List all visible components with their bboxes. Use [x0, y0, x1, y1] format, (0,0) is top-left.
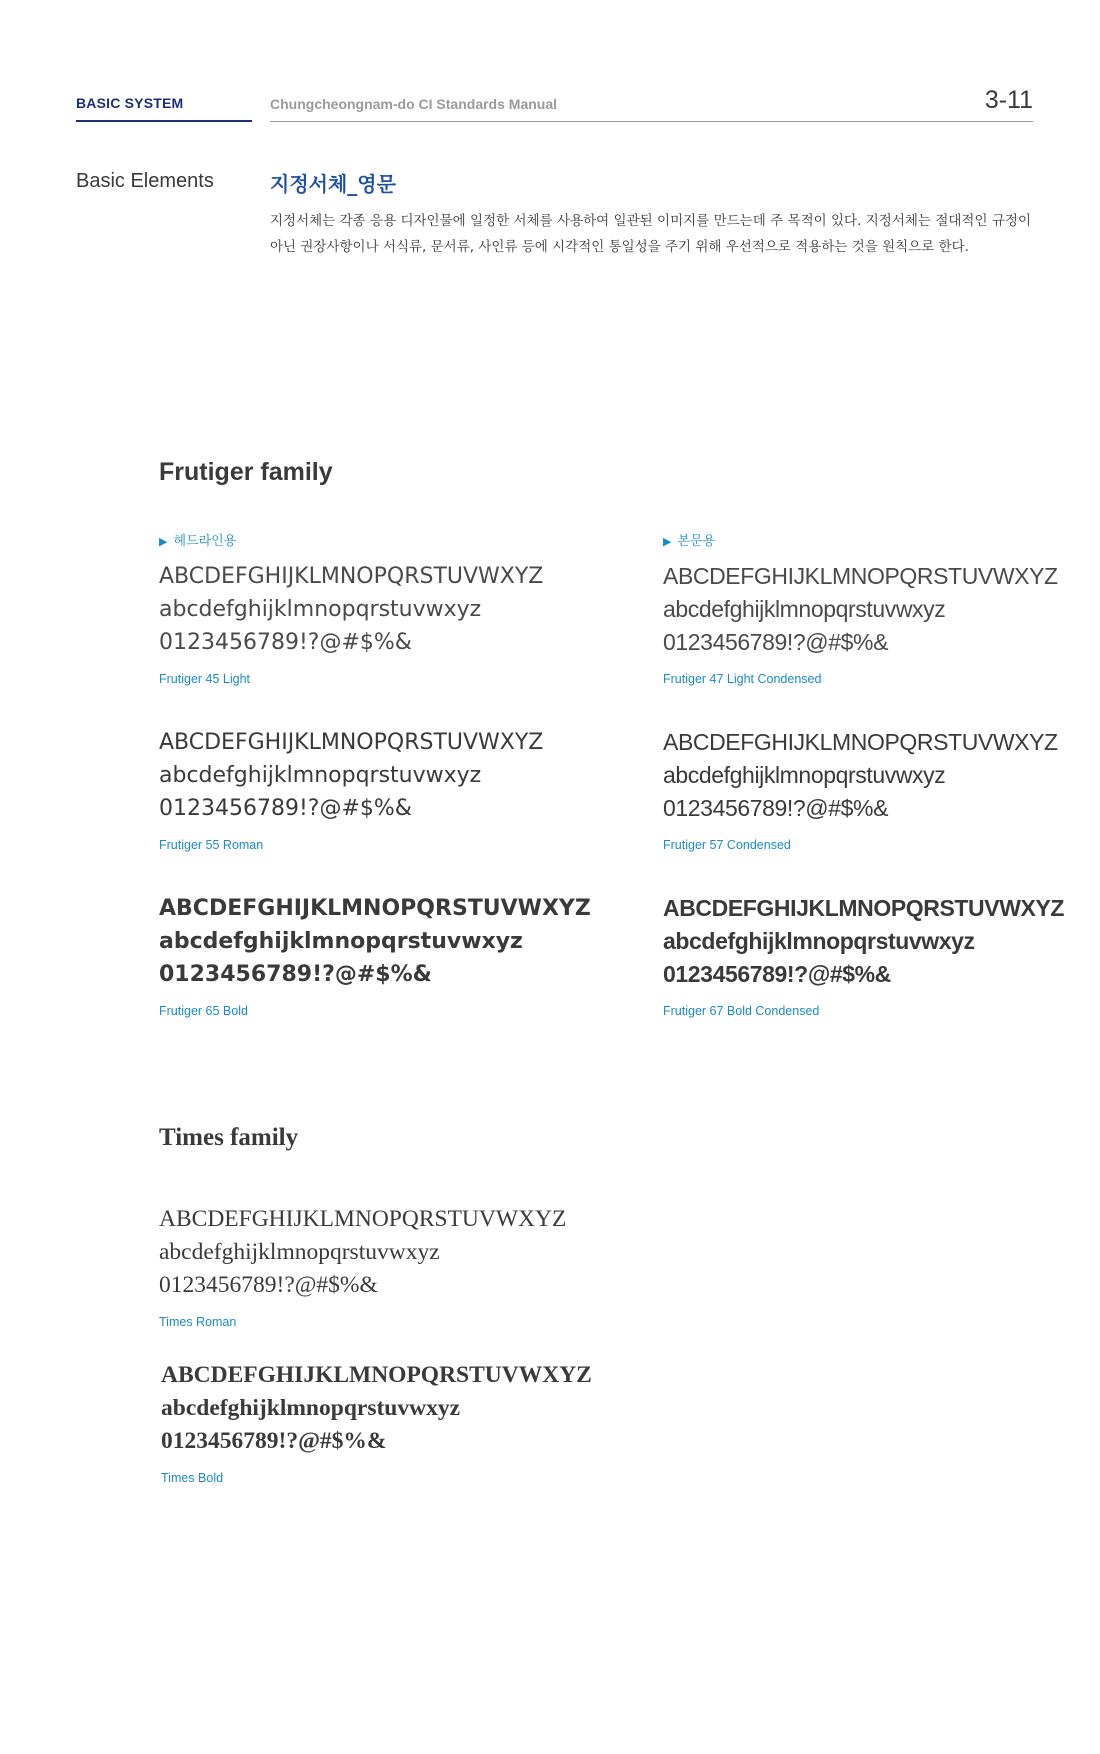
page-number: 3-11 [984, 86, 1033, 114]
specimen-uppercase: ABCDEFGHIJKLMNOPQRSTUVWXYZ [159, 730, 544, 755]
specimen-font-name: Times Bold [161, 1471, 224, 1485]
specimen-times-bold [161, 1359, 592, 1486]
specimen-digits: 0123456789!?@#$%& [663, 795, 889, 821]
specimen-font-name: Frutiger 47 Light Condensed [663, 672, 822, 686]
specimen-uppercase: ABCDEFGHIJKLMNOPQRSTUVWXYZ [663, 563, 1058, 589]
specimen-digits: 0123456789!?@#$%& [159, 630, 412, 655]
specimen-frutiger-55-roman [159, 726, 543, 853]
triangle-right-icon: ▶ [159, 535, 168, 548]
specimen-lowercase: abcdefghijklmnopqrstuvwxyz [663, 596, 946, 622]
body-use-label [663, 530, 715, 549]
section-underline [76, 120, 252, 122]
specimen-uppercase: ABCDEFGHIJKLMNOPQRSTUVWXYZ [663, 895, 1065, 921]
specimen-font-name: Frutiger 45 Light [159, 672, 251, 686]
specimen-frutiger-47-light-condensed [663, 560, 1058, 687]
specimen-digits: 0123456789!?@#$%& [159, 1272, 378, 1298]
specimen-lowercase: abcdefghijklmnopqrstuvwxyz [161, 1395, 461, 1421]
intro-description: 지정서체는 각종 응용 디자인물에 일정한 서체를 사용하여 일관된 이미지를 만드는데 주 목적이 있다. 지정서체는 절대적인 규정이 아닌 권장사항이나 서식류, 문서류, 사인류 등에 시각적인 통일성을 주기 위해 우선적으로 적용하는 것을 원칙으로 한다. [270, 213, 1031, 255]
specimen-frutiger-57-condensed [663, 726, 1058, 853]
specimen-lowercase: abcdefghijklmnopqrstuvwxyz [663, 928, 975, 954]
specimen-frutiger-45-light [159, 560, 543, 687]
page-title: 지정서체_영문 [270, 172, 396, 196]
specimen-uppercase: ABCDEFGHIJKLMNOPQRSTUVWXYZ [159, 564, 544, 589]
headline-use-label [159, 530, 236, 549]
triangle-right-icon: ▶ [663, 535, 672, 548]
specimen-font-name: Frutiger 65 Bold [159, 1004, 248, 1018]
specimen-lowercase: abcdefghijklmnopqrstuvwxyz [159, 763, 482, 788]
section-label: BASIC SYSTEM [76, 95, 184, 111]
specimen-lowercase: abcdefghijklmnopqrstuvwxyz [159, 597, 482, 622]
manual-title: Chungcheongnam-do CI Standards Manual [270, 96, 558, 112]
specimen-uppercase: ABCDEFGHIJKLMNOPQRSTUVWXYZ [159, 896, 591, 921]
specimen-font-name: Times Roman [159, 1315, 237, 1329]
specimen-font-name: Frutiger 55 Roman [159, 838, 264, 852]
specimen-lowercase: abcdefghijklmnopqrstuvwxyz [159, 929, 523, 954]
specimen-frutiger-67-bold-condensed [663, 892, 1064, 1019]
specimen-frutiger-65-bold [159, 892, 591, 1019]
specimen-lowercase: abcdefghijklmnopqrstuvwxyz [159, 1239, 440, 1265]
specimen-times-roman [159, 1203, 566, 1330]
specimen-digits: 0123456789!?@#$%& [663, 961, 891, 987]
body-use-text: 본문용 [677, 534, 716, 549]
specimen-digits: 0123456789!?@#$%& [159, 962, 432, 987]
specimen-lowercase: abcdefghijklmnopqrstuvwxyz [663, 762, 946, 788]
specimen-digits: 0123456789!?@#$%& [663, 629, 889, 655]
header-rule [270, 121, 1033, 122]
specimen-uppercase: ABCDEFGHIJKLMNOPQRSTUVWXYZ [159, 1206, 567, 1232]
specimen-digits: 0123456789!?@#$%& [159, 796, 412, 821]
category-label: Basic Elements [76, 170, 214, 192]
frutiger-family-title: Frutiger family [159, 458, 333, 486]
specimen-font-name: Frutiger 67 Bold Condensed [663, 1004, 820, 1018]
headline-use-text: 헤드라인용 [173, 534, 237, 549]
specimen-font-name: Frutiger 57 Condensed [663, 838, 791, 852]
specimen-digits: 0123456789!?@#$%& [161, 1428, 387, 1454]
specimen-uppercase: ABCDEFGHIJKLMNOPQRSTUVWXYZ [161, 1362, 592, 1388]
specimen-uppercase: ABCDEFGHIJKLMNOPQRSTUVWXYZ [663, 729, 1058, 755]
times-family-title: Times family [159, 1124, 299, 1151]
